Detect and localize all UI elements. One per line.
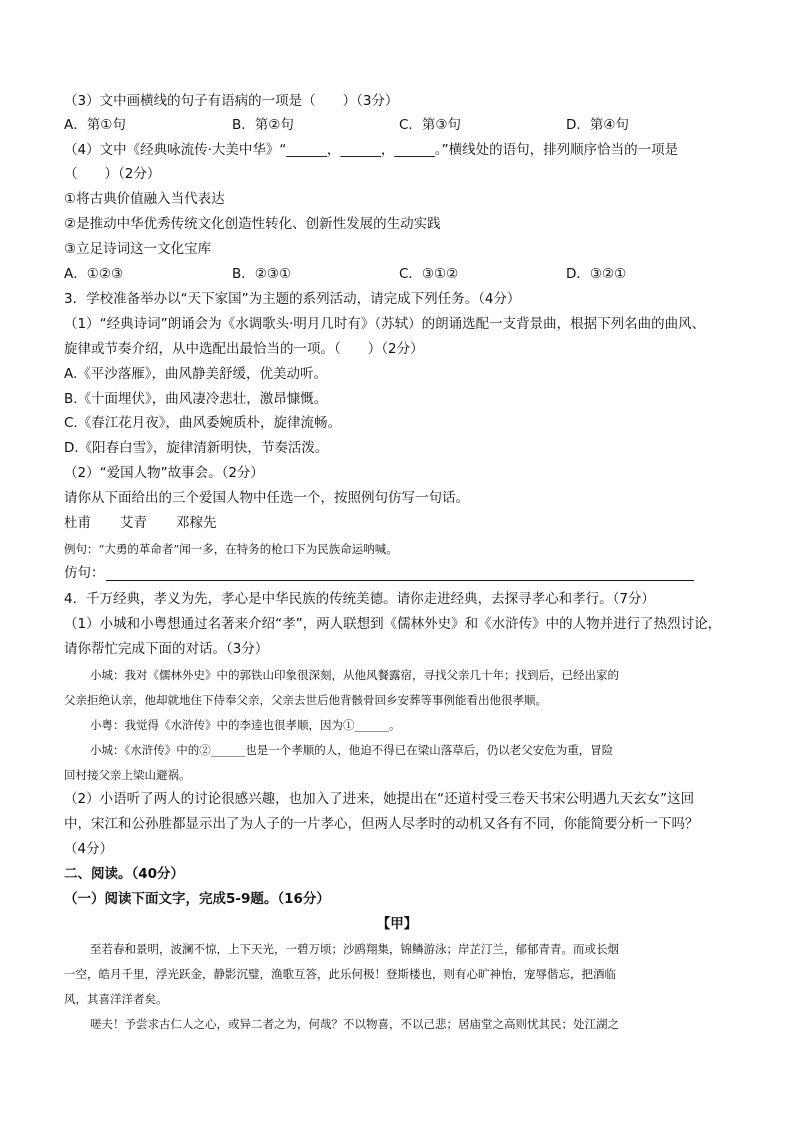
dialog-3-line2: 回村接父亲上梁山避祸。 [64,768,191,782]
q4big-sub1-line2: 请你帮忙完成下面的对话。（3分） [64,641,269,657]
person-3: 邓稼先 [176,515,217,531]
q3big-sub2: （2）“爱国人物”故事会。（2分） [64,465,264,481]
example-sentence: 例句：“大勇的革命者”闻一多，在特务的枪口下为民族命运呐喊。 [64,542,398,556]
passage-p1-line1: 至若春和景明，波澜不惊，上下天光，一碧万顷；沙鸥翔集，锦鳞游泳；岸芷汀兰，郁郁青青。而或长烟 [90,942,619,956]
q4-stem: （4）文中《经典咏流传·大美中华》“______，______，______。”横线处的语句，排列顺序恰当的一项是 [64,142,679,158]
passage-jia-title: 【甲】 [376,916,418,932]
person-2: 艾青 [120,515,147,531]
q4big-sub2-line2: 中，宋江和公孙胜都显示出了为人子的一片孝心，但两人尽孝时的动机又各有不同，你能简要分析一下吗？ [64,816,699,832]
section2-title: 二、阅读。（40分） [64,866,185,882]
q3big-sub2-instruction: 请你从下面给出的三个爱国人物中任选一个，按照例句仿写一句话。 [64,490,469,506]
q4-stem-cont: （ ）（2分） [64,166,161,182]
q4-option-b: B．②③① [232,266,292,282]
q4-option-d: D．③②① [566,266,627,282]
q4big-sub2-line1: （2）小语听了两人的讨论很感兴趣，也加入了进来，她提出在“还道村受三卷天书宋公明遇九天玄女”这回 [64,791,695,807]
q3big-title: 3．学校准备举办以“天下家国”为主题的系列活动，请完成下列任务。（4分） [64,291,521,307]
q3big-sub1-line2: 旋律或节奏介绍，从中选配出最恰当的一项。（ ）（2分） [64,341,424,357]
passage-p1-line3: 风，其喜洋洋者矣。 [64,992,168,1006]
dialog-3-line1: 小城：《水浒传》中的②______也是一个孝顺的人，他迫不得已在梁山落草后，仍以老父安危为重，冒险 [90,743,614,757]
q4-option-c: C．③①② [399,266,459,282]
q3-option-b: B．第②句 [232,117,294,133]
q3big-choice-d: D.《阳春白雪》，旋律清新明快，节奏活泼。 [64,440,329,456]
q3big-choice-a: A.《平沙落雁》，曲风静美舒缓，优美动听。 [64,366,328,382]
q4-item-2: ②是推动中华优秀传统文化创造性转化、创新性发展的生动实践 [64,216,441,232]
passage-p1-line2: 一空，皓月千里，浮光跃金，静影沉璧，渔歌互答，此乐何极！登斯楼也，则有心旷神怡，宠辱偕忘，把酒临 [64,967,616,981]
q3big-choice-b: B.《十面埋伏》，曲风凄冷悲壮，激昂慷慨。 [64,391,328,407]
q4-item-3: ③立足诗词这一文化宝库 [64,241,212,257]
person-1: 杜甫 [64,515,91,531]
dialog-1-line1: 小城：我对《儒林外史》中的郭铁山印象很深刻，从他风餐露宿，寻找父亲几十年；找到后，已经出家的 [90,668,619,682]
q3-option-a: A．第①句 [64,117,126,133]
q4-option-a: A．①②③ [64,266,124,282]
q3-option-c: C．第③句 [399,117,462,133]
q3-stem: （3）文中画横线的句子有语病的一项是（ ）（3分） [64,93,399,109]
imitate-label: 仿句： [64,565,105,581]
dialog-2: 小粤：我觉得《水浒传》中的李逵也很孝顺，因为①______。 [90,718,401,732]
q3big-sub1-line1: （1）“经典诗词”朗诵会为《水调歌头·明月几时有》（苏轼）的朗诵选配一支背景曲，根据下列名曲的曲风、 [64,316,706,332]
q4big-sub2-line3: （4分） [64,841,114,857]
passage-p2-line1: 嗟夫！予尝求古仁人之心，或异二者之为，何哉？不以物喜，不以己悲；居庙堂之高则忧其民；处江湖之 [90,1017,619,1031]
q4big-title: 4．千万经典，孝义为先，孝心是中华民族的传统美德。请你走进经典，去探寻孝心和孝行。（7分） [64,591,655,607]
q4-item-1: ①将古典价值融入当代表达 [64,191,225,207]
q4big-sub1-line1: （1）小城和小粤想通过名著来介绍“孝”，两人联想到《儒林外史》和《水浒传》中的人物并进行了热烈讨论， [64,616,722,632]
q3-option-d: D．第④句 [566,117,629,133]
section2-part1: （一）阅读下面文字，完成5-9题。（16分） [64,891,330,907]
q3big-choice-c: C.《春江花月夜》，曲风委婉质朴，旋律流畅。 [64,415,341,431]
dialog-1-line2: 父亲拒绝认亲，他却就地住下侍奉父亲，父亲去世后他背骸骨回乡安葬等事例能看出他很孝顺。 [64,693,547,707]
imitate-answer-line [106,580,694,581]
